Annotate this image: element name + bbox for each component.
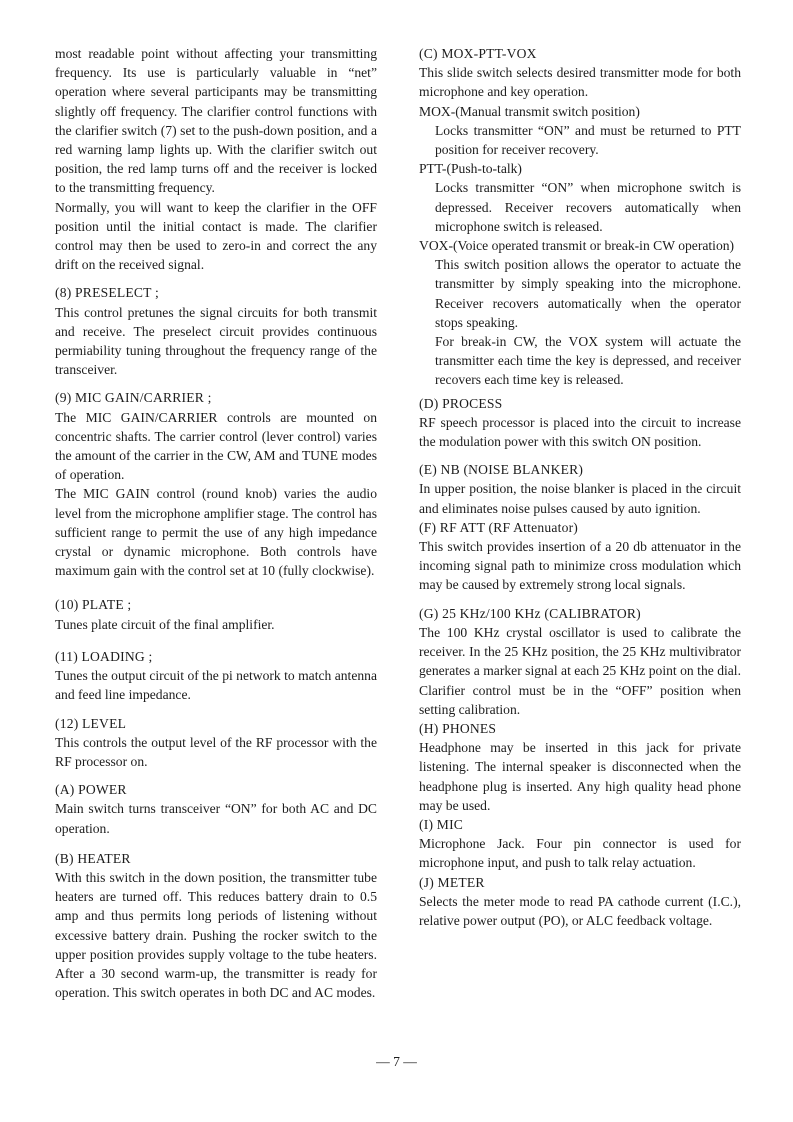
ptt-heading: PTT-(Push-to-talk) <box>419 161 522 177</box>
intro-paragraph-1: most readable point without affecting your transmitting frequency. Its use is particularly valuable in “net” operation where several participants may be transmitting slightly off frequency. The clarifier control functions with the clarifier switch (7) set to the push-down position, and a red warning lamp lights up. With the clarifier switch out position, the red lamp turns off and the receiver is locked to the transmitting frequency. <box>55 46 377 196</box>
section-c-heading: (C) MOX-PTT-VOX <box>419 46 537 61</box>
section-c-body: This slide switch selects desired transmitter mode for both microphone and key operation. <box>419 65 741 100</box>
section-e-body: In upper position, the noise blanker is placed in the circuit and eliminates noise pulses caused by auto ignition. <box>419 481 741 516</box>
section-12-heading: (12) LEVEL <box>55 715 127 731</box>
section-b-body: With this switch in the down position, the transmitter tube heaters are turned off. This reduces battery drain to 0.5 amp and thus permits long periods of listening without excessive battery drain. Pushing the rocker switch to the upper position provides supply voltage to the tube heaters. After a 30 second warm-up, the transmitter is ready for operation. This switch operates in both DC and AC modes. <box>55 869 377 1001</box>
section-g-heading: (G) 25 KHz/100 KHz (CALIBRATOR) <box>419 605 641 621</box>
intro-paragraph-2: Normally, you will want to keep the clarifier in the OFF position until the initial contact is made. The clarifier control may then be used to zero-in and correct the any drift on the received signal. <box>55 199 377 273</box>
mox-heading: MOX-(Manual transmit switch position) <box>419 103 640 119</box>
section-8-body: This control pretunes the signal circuits for both transmit and receive. The preselect circuit provides continuous permiability tuning throughout the frequency range of the transceiver. <box>55 304 377 378</box>
section-12-body: This controls the output level of the RF processor with the RF processor on. <box>55 734 377 769</box>
section-d-heading: (D) PROCESS <box>419 395 503 411</box>
section-i-body: Microphone Jack. Four pin connector is used for microphone input, and push to talk relay actuation. <box>419 836 741 871</box>
section-10-body: Tunes plate circuit of the final amplifier. <box>55 616 275 632</box>
section-j-heading: (J) METER <box>419 874 485 890</box>
section-a-body: Main switch turns transceiver “ON” for both AC and DC operation. <box>55 801 377 836</box>
section-11-heading: (11) LOADING ; <box>55 648 153 664</box>
section-9-body-1: The MIC GAIN/CARRIER controls are mounted on concentric shafts. The carrier control (lever control) varies the amount of the carrier in the CW, AM and TUNE modes of operation. <box>55 409 377 483</box>
left-column <box>55 44 377 1002</box>
section-g-body: The 100 KHz crystal oscillator is used to calibrate the receiver. In the 25 KHz position, the 25 KHz multivibrator generates a marker signal at each 25 KHz point on the dial. Clarifier control must be in the “OFF” position when setting calibration. <box>419 624 741 717</box>
section-b-heading: (B) HEATER <box>55 850 131 866</box>
mox-body: Locks transmitter “ON” and must be returned to PTT position for receiver recovery. <box>435 122 741 158</box>
section-9-heading: (9) MIC GAIN/CARRIER ; <box>55 390 212 406</box>
section-h-body: Headphone may be inserted in this jack for private listening. The internal speaker is disconnected when the headphone plug is inserted. Any high quality head phone may be used. <box>419 740 741 813</box>
vox-body-2: For break-in CW, the VOX system will actuate the transmitter each time the key is depressed, and receiver recovers each time key is released. <box>435 334 741 388</box>
vox-heading: VOX-(Voice operated transmit or break-in CW operation) <box>419 238 735 254</box>
page-number: — 7 — <box>376 1054 417 1069</box>
section-f-heading: (F) RF ATT (RF Attenuator) <box>419 519 579 535</box>
ptt-body: Locks transmitter “ON” when microphone switch is depressed. Receiver recovers automatically when microphone switch is released. <box>435 180 741 234</box>
right-column <box>419 44 741 930</box>
section-a-heading: (A) POWER <box>55 782 127 798</box>
section-j-body: Selects the meter mode to read PA cathode current (I.C.), relative power output (PO), or ALC feedback voltage. <box>419 893 741 928</box>
section-h-heading: (H) PHONES <box>419 720 497 736</box>
vox-body-1: This switch position allows the operator to actuate the transmitter by simply speaking into the microphone. Receiver recovers automatically when the operator stops speaking. <box>435 257 741 330</box>
section-e-heading: (E) NB (NOISE BLANKER) <box>419 462 584 478</box>
section-d-body: RF speech processor is placed into the circuit to increase the modulation power with this switch ON position. <box>419 414 741 450</box>
section-i-heading: (I) MIC <box>419 816 464 832</box>
section-8-heading: (8) PRESELECT ; <box>55 285 159 301</box>
section-f-body: This switch provides insertion of a 20 db attenuator in the incoming signal path to minimize cross modulation which may be caused by extremely strong local signals. <box>419 539 741 593</box>
section-9-body-2: The MIC GAIN control (round knob) varies the audio level from the microphone amplifier stage. The control has sufficient range to permit the use of any high impedance crystal or dynamic microphone. Both controls have maximum gain with the control set at 10 (fully clockwise). <box>55 486 377 579</box>
section-10-heading: (10) PLATE ; <box>55 597 132 613</box>
section-11-body: Tunes the output circuit of the pi network to match antenna and feed line impedance. <box>55 668 377 703</box>
